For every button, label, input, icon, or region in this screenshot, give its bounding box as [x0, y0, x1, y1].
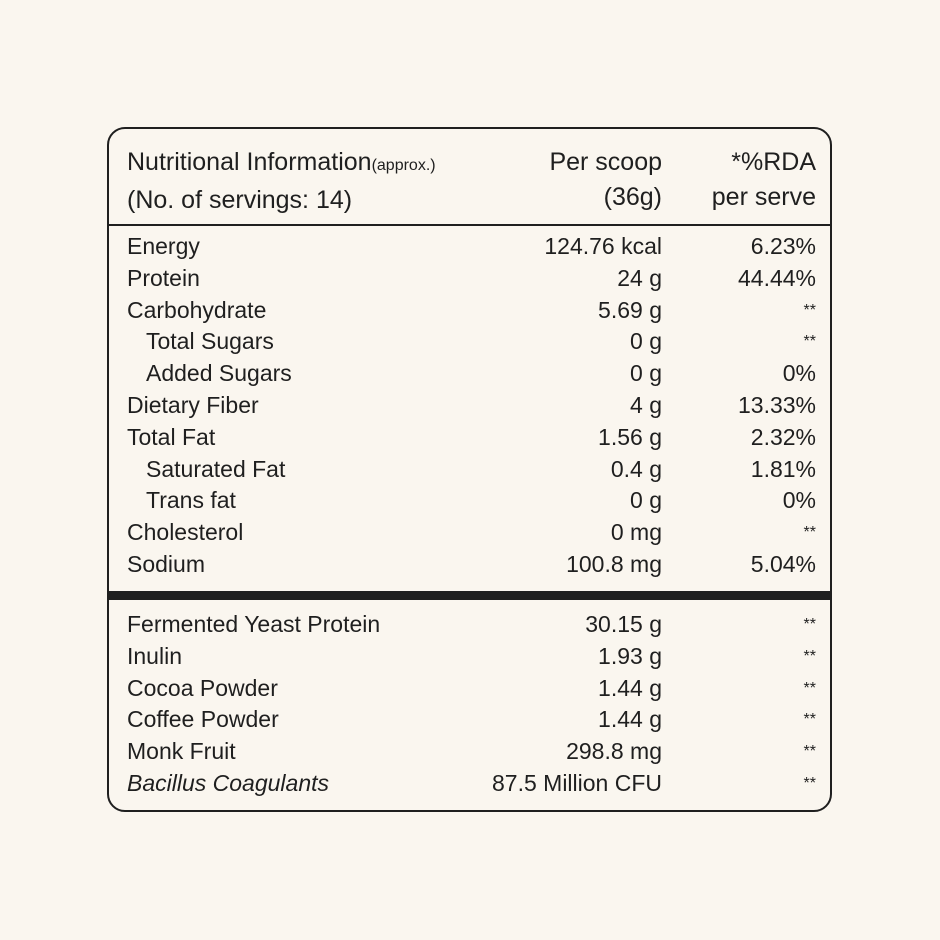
row-rda: 13.33%	[737, 391, 816, 418]
table-row	[109, 549, 830, 581]
row-value: 1.93 g	[598, 642, 662, 669]
row-value: 0 mg	[610, 519, 662, 546]
row-value: 100.8 mg	[566, 550, 662, 577]
row-value: 0 g	[630, 487, 662, 514]
row-rda: **	[803, 301, 816, 319]
row-name: Saturated Fat	[146, 455, 286, 482]
row-rda: 44.44%	[737, 264, 816, 291]
row-rda: 5.04%	[750, 550, 816, 577]
row-rda: **	[803, 711, 816, 729]
row-rda: **	[803, 679, 816, 697]
row-rda: 6.23%	[750, 233, 816, 259]
nutrition-table	[107, 127, 832, 812]
row-name: Cocoa Powder	[127, 674, 278, 701]
row-name: Energy	[127, 233, 200, 259]
row-rda: **	[803, 524, 816, 542]
row-name: Total Sugars	[146, 328, 274, 355]
row-rda: 0%	[782, 487, 816, 514]
ingredient-rows	[109, 609, 830, 800]
row-name: Dietary Fiber	[127, 391, 259, 418]
table-row	[109, 422, 830, 454]
row-value: 87.5 Million CFU	[492, 769, 662, 796]
per-scoop-header	[549, 145, 662, 215]
row-name: Added Sugars	[146, 360, 292, 387]
table-row	[109, 231, 830, 263]
row-name: Inulin	[127, 642, 182, 669]
row-name: Bacillus Coagulants	[127, 769, 330, 796]
row-rda: **	[803, 616, 816, 633]
per-serve-label: per serve	[711, 183, 816, 211]
nutrient-rows	[109, 231, 830, 581]
rda-header	[712, 145, 816, 215]
row-value: 1.44 g	[598, 706, 662, 733]
title-text: Nutritional Information	[127, 148, 372, 176]
table-title	[127, 145, 436, 218]
table-row	[109, 263, 830, 295]
row-value: 0 g	[630, 328, 662, 355]
row-rda: **	[803, 743, 816, 761]
table-row	[109, 673, 830, 705]
table-row	[109, 704, 830, 736]
table-row	[109, 609, 830, 641]
section-divider	[109, 591, 830, 600]
row-name: Cholesterol	[127, 519, 244, 546]
rda-label: *%RDA	[731, 148, 816, 176]
table-row	[109, 295, 830, 327]
row-value: 1.56 g	[598, 423, 662, 450]
row-rda: 1.81%	[750, 455, 816, 482]
row-value: 30.15 g	[585, 611, 662, 637]
row-value: 1.44 g	[598, 674, 662, 701]
table-header	[109, 129, 830, 226]
row-name: Fermented Yeast Protein	[127, 611, 381, 637]
row-name: Protein	[127, 264, 200, 291]
scoop-size-label: (36g)	[603, 183, 662, 211]
table-row	[109, 768, 830, 800]
row-rda: 0%	[782, 360, 816, 387]
table-row	[109, 390, 830, 422]
table-row	[109, 736, 830, 768]
row-rda: 2.32%	[750, 423, 816, 450]
row-rda: **	[803, 647, 816, 665]
title-note: (approx.)	[371, 157, 436, 174]
table-row	[109, 358, 830, 390]
servings-text: (No. of servings: 14)	[127, 186, 353, 214]
row-value: 124.76 kcal	[544, 233, 662, 259]
row-value: 298.8 mg	[566, 738, 662, 765]
table-row	[109, 517, 830, 549]
row-rda: **	[803, 774, 816, 792]
table-row	[109, 485, 830, 517]
table-row	[109, 454, 830, 486]
table-row	[109, 641, 830, 673]
row-name: Sodium	[127, 550, 205, 577]
row-rda: **	[803, 333, 816, 351]
row-name: Carbohydrate	[127, 296, 267, 323]
table-row	[109, 326, 830, 358]
row-name: Monk Fruit	[127, 738, 236, 765]
row-value: 4 g	[630, 391, 662, 418]
row-value: 0 g	[630, 360, 662, 387]
row-name: Trans fat	[146, 487, 236, 514]
row-name: Coffee Powder	[127, 706, 279, 733]
per-scoop-label: Per scoop	[549, 148, 662, 176]
row-value: 24 g	[617, 264, 662, 291]
row-name: Total Fat	[127, 423, 216, 450]
row-value: 5.69 g	[598, 296, 662, 323]
row-value: 0.4 g	[610, 455, 662, 482]
